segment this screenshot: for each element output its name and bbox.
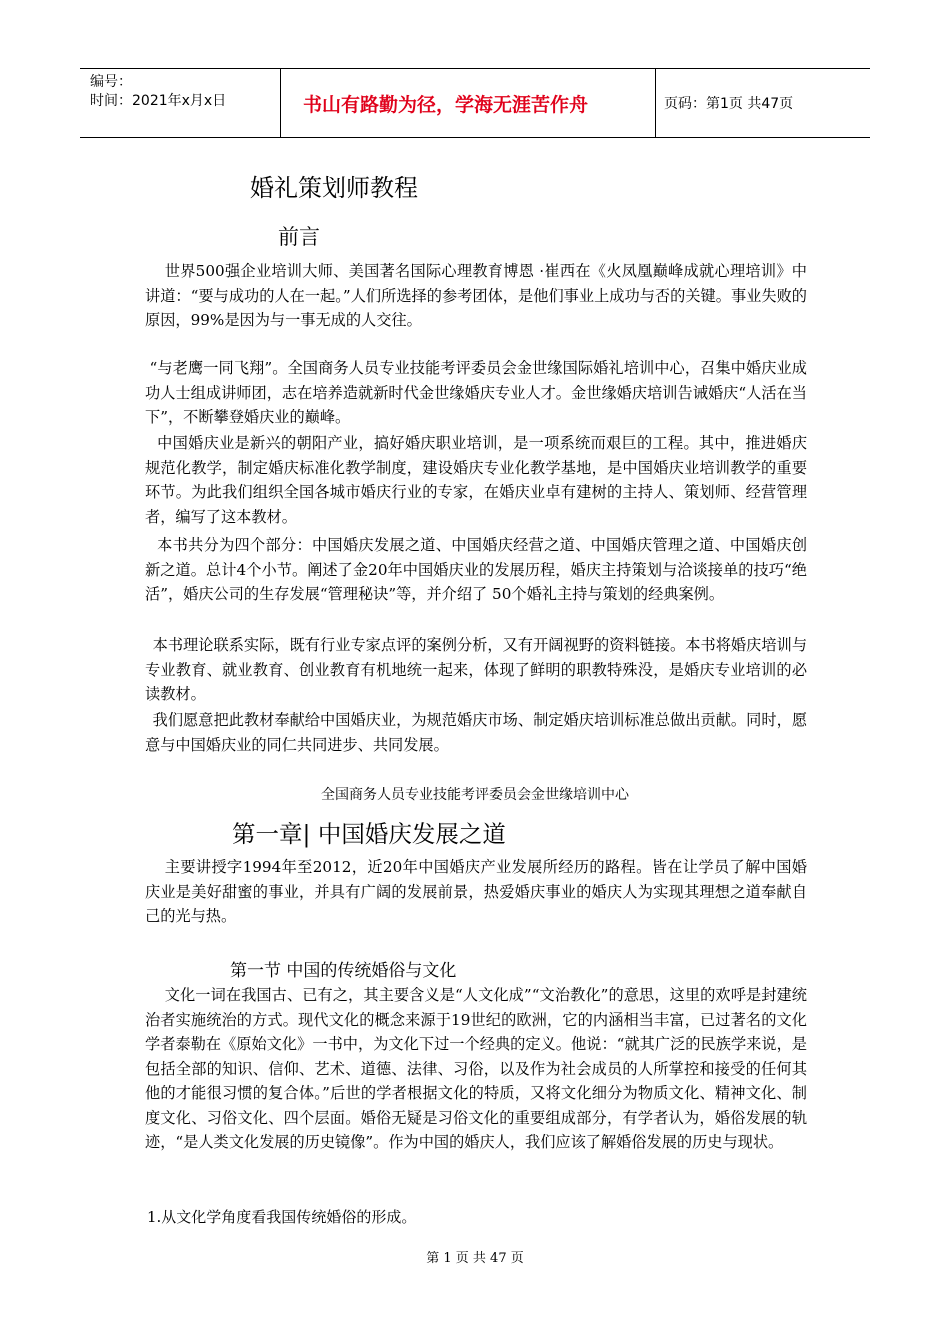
preface-paragraph-1: 世界500强企业培训大师、美国著名国际心理教育博恩 ·崔西在《火凤凰巅峰成就心理培训》中讲道：“要与成功的人在一起。”人们所选择的参考团体，是他们事业上成功与否的关键。事业失败的原因，99%是因为与一事无成的人交往。	[145, 262, 807, 329]
chapter-intro: 主要讲授字1994年至2012，近20年中国婚庆产业发展所经历的路程。皆在让学员了解中国婚庆业是美好甜蜜的事业，并具有广阔的发展前景，热爱婚庆事业的婚庆人为实现其理想之道奉献自己的光与热。	[145, 858, 807, 925]
chapter-title: 第一章| 中国婚庆发展之道	[232, 820, 506, 848]
list-item: 1.从文化学角度看我国传统婚俗的形成。	[147, 1208, 417, 1226]
preface-paragraph-2: “与老鹰一同飞翔”。全国商务人员专业技能考评委员会金世缘国际婚礼培训中心，召集中婚庆业成功人士组成讲师团，志在培养造就新时代金世缘婚庆专业人才。金世缘婚庆培训告诫婚庆“人活在当下”，不断攀登婚庆业的巅峰。	[145, 359, 807, 426]
preface-paragraph-6: 我们愿意把此教材奉献给中国婚庆业，为规范婚庆市场、制定婚庆培训标准总做出贡献。同时，愿意与中国婚庆业的同仁共同进步、共同发展。	[145, 711, 807, 754]
header-date: 时间：2021年x月x日	[90, 93, 227, 109]
preface-title: 前言	[278, 225, 320, 249]
page-header	[80, 68, 870, 138]
header-meta	[80, 69, 280, 137]
page-footer: 第 1 页 共 47 页	[426, 1251, 524, 1266]
document-title: 婚礼策划师教程	[250, 174, 418, 202]
header-number: 编号：	[90, 74, 132, 90]
header-page-number: 页码：第1页 共47页	[664, 96, 794, 112]
preface-paragraph-4: 本书共分为四个部分：中国婚庆发展之道、中国婚庆经营之道、中国婚庆管理之道、中国婚庆创新之道。总计4个小节。阐述了金20年中国婚庆业的发展历程，婚庆主持策划与洽谈接单的技巧“绝活”，婚庆公司的生存发展“管理秘诀”等，并介绍了 50个婚礼主持与策划的经典案例。	[145, 536, 807, 603]
preface-signature: 全国商务人员专业技能考评委员会金世缘培训中心	[321, 787, 629, 803]
section-paragraph: 文化一词在我国古、已有之，其主要含义是“人文化成”“文治教化”的意思，这里的欢呼是封建统治者实施统治的方式。现代文化的概念来源于19世纪的欧洲，它的内涵相当丰富，已过著名的文化学者泰勒在《原始文化》一书中，为文化下过一个经典的定义。他说：“就其广泛的民族学来说，是包括全部的知识、信仰、艺术、道德、法律、习俗，以及作为社会成员的人所掌控和接受的任何其他的才能很习惯的复合体。”后世的学者根据文化的特质，又将文化细分为物质文化、精神文化、制度文化、习俗文化、四个层面。婚俗无疑是习俗文化的重要组成部分，有学者认为，婚俗发展的轨迹，“是人类文化发展的历史镜像”。作为中国的婚庆人，我们应该了解婚俗发展的历史与现状。	[145, 986, 807, 1151]
section-title: 第一节 中国的传统婚俗与文化	[230, 961, 457, 981]
preface-paragraph-3: 中国婚庆业是新兴的朝阳产业，搞好婚庆职业培训，是一项系统而艰巨的工程。其中，推进婚庆规范化教学，制定婚庆标准化教学制度，建设婚庆专业化教学基地，是中国婚庆业培训教学的重要环节。为此我们组织全国各城市婚庆行业的专家，在婚庆业卓有建树的主持人、策划师、经营管理者，编写了这本教材。	[145, 434, 807, 526]
preface-paragraph-5: 本书理论联系实际，既有行业专家点评的案例分析，又有开阔视野的资料链接。本书将婚庆培训与专业教育、就业教育、创业教育有机地统一起来，体现了鲜明的职教特殊没，是婚庆专业培训的必读教材。	[145, 636, 807, 703]
header-motto: 书山有路勤为径，学海无涯苦作舟	[280, 69, 656, 137]
